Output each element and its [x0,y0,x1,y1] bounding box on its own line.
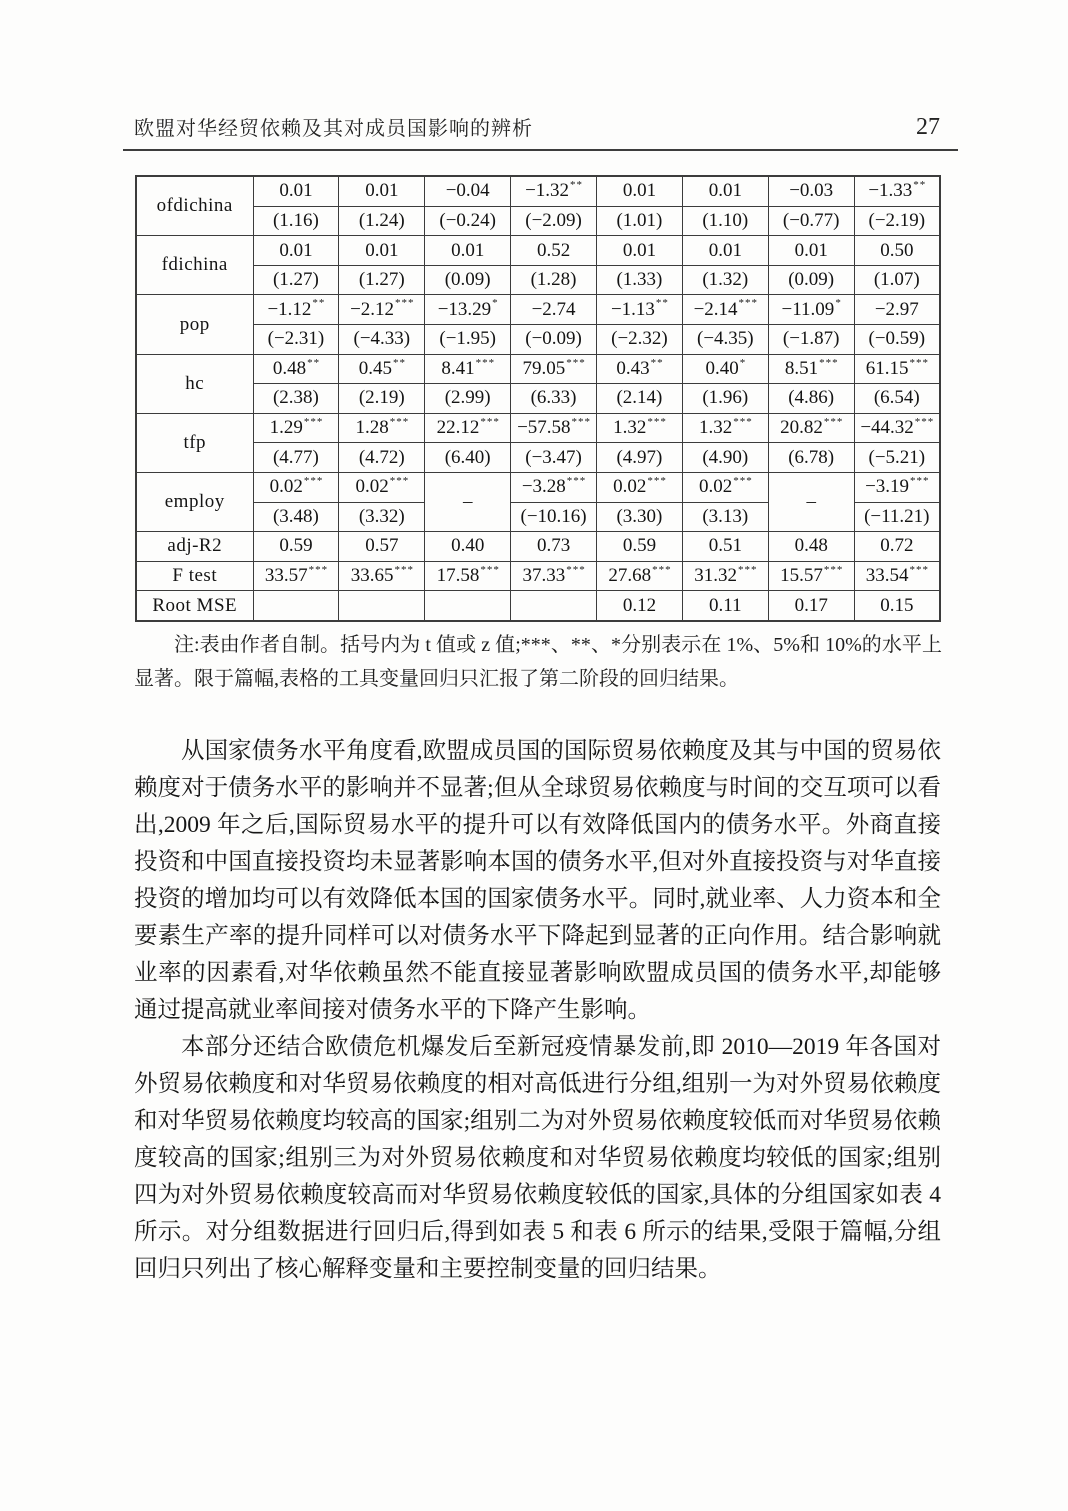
significance-stars: *** [571,415,592,428]
cell-value: 1.32 [698,417,733,439]
coef-cell [339,413,425,443]
coef-cell: 0.01 [425,236,511,266]
cell-value: 0.02 [355,476,389,498]
significance-stars: *** [566,356,586,369]
coef-cell: −0.04 [425,176,511,206]
cell-value: −2.12 [350,298,395,320]
tvalue-cell: (−0.59) [854,325,940,355]
significance-stars: ** [570,179,584,192]
body-text [134,733,941,1288]
coef-cell [253,295,339,325]
page-number: 27 [916,114,940,140]
cell-value: 8.51 [784,357,819,379]
coef-cell [511,354,597,384]
row-label: adj-R2 [136,532,253,562]
row-label: employ [136,472,253,531]
coef-cell [768,413,854,443]
cell-value: 8.41 [441,357,475,379]
tvalue-cell: (2.38) [253,384,339,414]
significance-stars: *** [652,563,672,576]
summary-cell: 0.40 [425,532,511,562]
dash-cell: – [768,472,854,531]
tvalue-cell: (−4.35) [682,325,768,355]
table-row [136,591,940,621]
table-row [136,265,940,295]
cell-value: 0.02 [613,476,647,498]
tvalue-cell: (−1.87) [768,325,854,355]
significance-stars: *** [475,356,496,369]
summary-cell: 0.59 [597,532,683,562]
tvalue-cell: (1.07) [854,265,940,295]
tvalue-cell: (4.97) [597,443,683,473]
cell-value: −57.58 [517,417,571,439]
summary-cell: 0.51 [682,532,768,562]
significance-stars: * [835,297,842,310]
significance-stars: *** [823,563,844,576]
significance-stars: ** [312,297,326,310]
running-title: 欧盟对华经贸依赖及其对成员国影响的辨析 [134,118,533,140]
summary-cell [511,561,597,591]
cell-value: 1.28 [355,417,389,439]
paragraph: 从国家债务水平角度看,欧盟成员国的国际贸易依赖度及其与中国的贸易依赖度对于债务水平的影响并不显著;但从全球贸易依赖度与时间的交互项可以看出,2009 年之后,国际贸易水平的提升可以有效降低国内的债务水平。外商直接投资和中国直接投资均未显著影响本国的债务水平,但对外直接投资与对华直接投资的增加均可以有效降低本国的国家债务水平。同时,就业率、人力资本和全要素生产率的提升同样可以对债务水平下降起到显著的正向作用。结合影响就业率的因素看,对华依赖虽然不能直接显著影响欧盟成员国的债务水平,却能够通过提高就业率间接对债务水平的下降产生影响。 [134,738,941,1023]
coef-cell [425,354,511,384]
header-rule [123,149,958,151]
coef-cell: 0.01 [339,176,425,206]
tvalue-cell: (1.24) [339,206,425,236]
significance-stars: ** [655,297,669,310]
significance-stars: *** [480,415,500,428]
coef-cell [854,472,940,502]
row-label: hc [136,354,253,413]
coef-cell [682,472,768,502]
cell-value: 0.45 [358,357,392,379]
cell-value: −11.09 [781,298,835,320]
summary-cell: 0.73 [511,532,597,562]
dash-cell: – [425,472,511,531]
coef-cell [854,354,940,384]
cell-value: 33.65 [350,564,394,586]
coef-cell [597,413,683,443]
coef-cell: 0.01 [682,176,768,206]
tvalue-cell: (6.78) [768,443,854,473]
coef-cell: 0.01 [682,236,768,266]
tvalue-cell: (−11.21) [854,502,940,532]
cell-value: −1.13 [610,298,655,320]
table-row [136,532,940,562]
significance-stars: ** [392,356,406,369]
significance-stars: ** [307,356,321,369]
summary-cell [339,561,425,591]
significance-stars: *** [394,563,414,576]
summary-cell [597,561,683,591]
coef-cell: −2.74 [511,295,597,325]
coef-cell: 0.01 [768,236,854,266]
significance-stars: *** [647,474,667,487]
summary-cell [682,561,768,591]
coef-cell: −0.03 [768,176,854,206]
significance-stars: *** [819,356,839,369]
significance-stars: *** [480,563,500,576]
cell-value: −3.19 [865,476,910,498]
coef-cell: 0.01 [253,176,339,206]
cell-value: −1.33 [868,180,913,202]
coef-cell: −2.97 [854,295,940,325]
tvalue-cell: (1.96) [682,384,768,414]
tvalue-cell: (−0.09) [511,325,597,355]
tvalue-cell: (2.19) [339,384,425,414]
cell-value: 79.05 [522,357,566,379]
table-row [136,295,940,325]
cell-value: 20.82 [780,417,823,439]
coef-cell [597,354,683,384]
tvalue-cell: (−0.24) [425,206,511,236]
tvalue-cell: (4.86) [768,384,854,414]
coef-cell [339,472,425,502]
significance-stars: *** [909,356,929,369]
row-label: ofdichina [136,176,253,236]
coef-cell: 0.50 [854,236,940,266]
tvalue-cell: (−10.16) [511,502,597,532]
cell-value: −3.28 [521,476,566,498]
tvalue-cell: (1.16) [253,206,339,236]
summary-cell [854,561,940,591]
coef-cell: 0.01 [597,236,683,266]
tvalue-cell: (4.90) [682,443,768,473]
table-row [136,384,940,414]
coef-cell [511,176,597,206]
cell-value: 0.02 [269,476,303,498]
coef-cell [597,472,683,502]
coef-cell [854,413,940,443]
cell-value: 33.54 [865,564,909,586]
cell-value: 0.43 [616,357,650,379]
paragraph: 本部分还结合欧债危机爆发后至新冠疫情暴发前,即 2010—2019 年各国对外贸易依赖度和对华贸易依赖度的相对高低进行分组,组别一为对外贸易依赖度和对华贸易依赖度均较高的国家;组别二为对外贸易依赖度较低而对华贸易依赖度较高的国家;组别三为对外贸易依赖度和对华贸易依赖度均较低的国家;组别四为对外贸易依赖度较高而对华贸易依赖度较低的国家,具体的分组国家如表 4 所示。对分组数据进行回归后,得到如表 5 和表 6 所示的结果,受限于篇幅,分组回归只列出了核心解释变量和主要控制变量的回归结果。 [134,1034,941,1282]
significance-stars: ** [913,179,927,192]
tvalue-cell: (2.14) [597,384,683,414]
summary-cell: 0.72 [854,532,940,562]
tvalue-cell: (1.10) [682,206,768,236]
coef-cell [854,176,940,206]
coef-cell [682,413,768,443]
summary-cell: 0.57 [339,532,425,562]
cell-value: −13.29 [437,298,492,320]
coef-cell: 0.01 [339,236,425,266]
tvalue-cell: (6.54) [854,384,940,414]
cell-value: 61.15 [865,357,909,379]
tvalue-cell: (2.99) [425,384,511,414]
significance-stars: *** [909,563,929,576]
cell-value: 17.58 [436,564,480,586]
tvalue-cell: (−2.32) [597,325,683,355]
cell-value: −1.32 [525,180,570,202]
summary-cell [253,561,339,591]
table-row [136,443,940,473]
tvalue-cell: (1.32) [682,265,768,295]
regression-table-container [135,175,941,622]
summary-cell: 0.15 [854,591,940,621]
tvalue-cell: (6.33) [511,384,597,414]
cell-value: −2.14 [693,298,738,320]
tvalue-cell: (1.28) [511,265,597,295]
table-row [136,561,940,591]
coef-cell: 0.01 [253,236,339,266]
tvalue-cell: (−2.09) [511,206,597,236]
significance-stars: * [739,356,747,369]
significance-stars: *** [914,415,935,428]
table-row [136,206,940,236]
cell-value: 33.57 [264,564,308,586]
cell-value: −1.12 [267,298,312,320]
coef-cell [253,354,339,384]
coef-cell [511,413,597,443]
tvalue-cell: (1.27) [253,265,339,295]
significance-stars: *** [389,415,410,428]
significance-stars: *** [738,297,759,310]
cell-value: 31.32 [694,564,737,586]
row-label: F test [136,561,253,591]
coef-cell: 0.52 [511,236,597,266]
cell-value: 1.32 [613,417,647,439]
tvalue-cell: (6.40) [425,443,511,473]
coef-cell [253,413,339,443]
significance-stars: *** [303,474,324,487]
coef-cell [597,295,683,325]
regression-table [135,175,941,622]
cell-value: 1.29 [269,417,303,439]
significance-stars: *** [308,563,329,576]
coef-cell [768,354,854,384]
cell-value: −44.32 [860,417,914,439]
summary-cell [339,591,425,621]
coef-cell [425,413,511,443]
coef-cell [682,354,768,384]
significance-stars: *** [303,415,324,428]
summary-cell: 0.59 [253,532,339,562]
table-row [136,354,940,384]
table-row [136,413,940,443]
significance-stars: *** [566,563,586,576]
tvalue-cell: (4.77) [253,443,339,473]
coef-cell [682,295,768,325]
summary-cell: 0.11 [682,591,768,621]
tvalue-cell: (−2.19) [854,206,940,236]
tvalue-cell: (−3.47) [511,443,597,473]
table-row [136,325,940,355]
tvalue-cell: (1.01) [597,206,683,236]
significance-stars: *** [823,415,844,428]
cell-value: 15.57 [780,564,823,586]
cell-value: 22.12 [436,417,480,439]
significance-stars: * [492,297,499,310]
coef-cell [339,354,425,384]
tvalue-cell: (−0.77) [768,206,854,236]
tvalue-cell: (3.32) [339,502,425,532]
tvalue-cell: (4.72) [339,443,425,473]
coef-cell [768,295,854,325]
summary-cell: 0.48 [768,532,854,562]
significance-stars: *** [566,474,587,487]
cell-value: 0.40 [705,357,739,379]
cell-value: 27.68 [608,564,652,586]
cell-value: 37.33 [522,564,566,586]
row-label: pop [136,295,253,354]
table-note: 注:表由作者自制。括号内为 t 值或 z 值;***、**、*分别表示在 1%、5%和 10%的水平上显著。限于篇幅,表格的工具变量回归只汇报了第二阶段的回归结果。 [134,634,942,690]
significance-stars: *** [395,297,415,310]
tvalue-cell: (0.09) [768,265,854,295]
tvalue-cell: (1.27) [339,265,425,295]
tvalue-cell: (3.13) [682,502,768,532]
row-label: tfp [136,413,253,472]
significance-stars: *** [910,474,930,487]
tvalue-cell: (−2.31) [253,325,339,355]
significance-stars: *** [647,415,667,428]
significance-stars: *** [389,474,410,487]
coef-cell [339,295,425,325]
regression-table-body [136,176,940,621]
summary-cell [511,591,597,621]
summary-cell: 0.17 [768,591,854,621]
table-row [136,472,940,502]
summary-cell: 0.12 [597,591,683,621]
coef-cell [425,295,511,325]
row-label: fdichina [136,236,253,295]
summary-cell [768,561,854,591]
significance-stars: *** [737,563,758,576]
significance-stars: ** [650,356,664,369]
tvalue-cell: (3.30) [597,502,683,532]
table-row [136,236,940,266]
coef-cell [511,472,597,502]
tvalue-cell: (−4.33) [339,325,425,355]
summary-cell [425,561,511,591]
cell-value: 0.02 [698,476,733,498]
tvalue-cell: (1.33) [597,265,683,295]
table-row [136,176,940,206]
tvalue-cell: (−1.95) [425,325,511,355]
running-header [134,112,940,141]
tvalue-cell: (−5.21) [854,443,940,473]
tvalue-cell: (0.09) [425,265,511,295]
coef-cell [253,472,339,502]
summary-cell [253,591,339,621]
significance-stars: *** [733,415,753,428]
coef-cell: 0.01 [597,176,683,206]
significance-stars: *** [733,474,753,487]
tvalue-cell: (3.48) [253,502,339,532]
summary-cell [425,591,511,621]
cell-value: 0.48 [272,357,307,379]
row-label: Root MSE [136,591,253,621]
